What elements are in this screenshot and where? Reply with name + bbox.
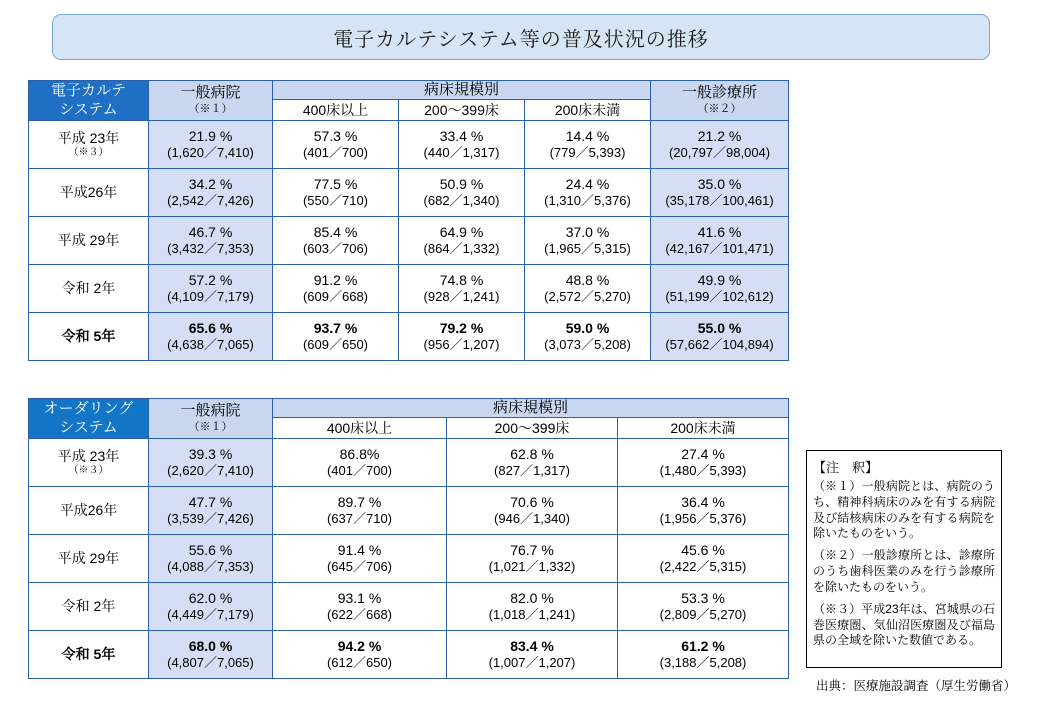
emr-cell-pct: 14.4 % bbox=[565, 127, 610, 144]
emr-row-year-note: （※３） bbox=[68, 146, 109, 158]
emr-row-year-label: 平成 29年 bbox=[57, 232, 120, 249]
emr-cell-frac: (3,432／7,353) bbox=[167, 241, 254, 257]
emr-cell-pct: 57.2 % bbox=[188, 271, 233, 288]
ordering-cell-bed-200-399 bbox=[447, 631, 618, 679]
ordering-cell-frac: (3,188／5,208) bbox=[659, 655, 747, 671]
emr-cell-pct: 21.9 % bbox=[188, 127, 233, 144]
emr-corner-header bbox=[29, 81, 149, 121]
ordering-row-year-label: 令和 2年 bbox=[61, 598, 116, 615]
emr-cell-pct: 74.8 % bbox=[439, 271, 484, 288]
ordering-cell-pct: 36.4 % bbox=[681, 493, 725, 510]
ordering-cell-frac: (4,088／7,353) bbox=[167, 559, 254, 575]
emr-cell-frac: (1,620／7,410) bbox=[167, 145, 254, 161]
emr-cell-frac: (3,073／5,208) bbox=[544, 337, 631, 353]
ordering-header-bed-400-plus: 400床以上 bbox=[273, 418, 447, 439]
emr-cell-pct: 46.7 % bbox=[188, 223, 233, 240]
table-row bbox=[29, 313, 789, 361]
ordering-cell-pct: 45.6 % bbox=[681, 541, 725, 558]
emr-cell-general-hospital bbox=[149, 121, 273, 169]
ordering-cell-pct: 86.8% bbox=[339, 445, 380, 462]
emr-cell-bed-200-399 bbox=[399, 169, 525, 217]
emr-cell-bed-200-399 bbox=[399, 121, 525, 169]
table-row bbox=[29, 217, 789, 265]
ordering-cell-bed-under-200 bbox=[618, 631, 789, 679]
emr-cell-frac: (1,965／5,315) bbox=[544, 241, 631, 257]
emr-cell-frac: (779／5,393) bbox=[549, 145, 626, 161]
table-row bbox=[29, 169, 789, 217]
notes-title: 【注 釈】 bbox=[813, 460, 879, 475]
emr-header-general-hospital-note: （※１） bbox=[188, 103, 233, 116]
emr-row-year-label: 平成 23年 bbox=[57, 130, 120, 147]
ordering-header-bed-200-399: 200〜399床 bbox=[447, 418, 618, 439]
emr-cell-frac: (51,199／102,612) bbox=[665, 289, 774, 305]
page-title-banner bbox=[52, 14, 990, 60]
ordering-cell-pct: 76.7 % bbox=[510, 541, 554, 558]
emr-cell-frac: (609／668) bbox=[302, 289, 369, 305]
emr-cell-pct: 65.6 % bbox=[188, 319, 233, 336]
emr-row-year bbox=[29, 265, 149, 313]
emr-cell-general-clinic bbox=[651, 265, 789, 313]
ordering-cell-frac: (4,807／7,065) bbox=[167, 655, 254, 671]
emr-cell-bed-400-plus bbox=[273, 313, 399, 361]
emr-cell-bed-200-399 bbox=[399, 313, 525, 361]
emr-cell-bed-400-plus bbox=[273, 169, 399, 217]
emr-cell-general-hospital bbox=[149, 217, 273, 265]
emr-cell-pct: 34.2 % bbox=[188, 175, 233, 192]
emr-cell-frac: (928／1,241) bbox=[423, 289, 500, 305]
emr-cell-bed-200-399 bbox=[399, 265, 525, 313]
emr-cell-frac: (401／700) bbox=[302, 145, 369, 161]
ordering-cell-bed-under-200 bbox=[618, 535, 789, 583]
ordering-cell-pct: 83.4 % bbox=[510, 637, 554, 654]
emr-header-bed-under-200: 200床未満 bbox=[525, 100, 651, 121]
emr-cell-pct: 64.9 % bbox=[439, 223, 484, 240]
ordering-cell-bed-400-plus bbox=[273, 583, 447, 631]
ordering-cell-bed-200-399 bbox=[447, 487, 618, 535]
ordering-row-year bbox=[29, 487, 149, 535]
emr-cell-pct: 77.5 % bbox=[313, 175, 358, 192]
emr-cell-general-clinic bbox=[651, 121, 789, 169]
emr-cell-pct: 21.2 % bbox=[697, 127, 742, 144]
ordering-cell-frac: (2,809／5,270) bbox=[659, 607, 747, 623]
ordering-cell-bed-400-plus bbox=[273, 631, 447, 679]
ordering-cell-bed-under-200 bbox=[618, 583, 789, 631]
emr-cell-pct: 49.9 % bbox=[697, 271, 742, 288]
emr-header-general-hospital-label: 一般病院 bbox=[180, 84, 241, 102]
emr-row-year bbox=[29, 169, 149, 217]
table-row bbox=[29, 535, 789, 583]
ordering-row-year-label: 平成26年 bbox=[59, 502, 118, 519]
ordering-cell-pct: 62.8 % bbox=[510, 445, 554, 462]
emr-cell-pct: 59.0 % bbox=[565, 319, 610, 336]
emr-corner-line1: 電子カルテ bbox=[50, 81, 126, 99]
emr-cell-bed-200-399 bbox=[399, 217, 525, 265]
emr-cell-bed-under-200 bbox=[525, 313, 651, 361]
emr-cell-frac: (864／1,332) bbox=[423, 241, 500, 257]
ordering-cell-pct: 39.3 % bbox=[188, 445, 233, 462]
ordering-cell-general-hospital bbox=[149, 535, 273, 583]
ordering-cell-pct: 70.6 % bbox=[510, 493, 554, 510]
ordering-cell-pct: 27.4 % bbox=[681, 445, 725, 462]
ordering-cell-frac: (622／668) bbox=[326, 607, 393, 623]
emr-cell-frac: (42,167／101,471) bbox=[665, 241, 774, 257]
emr-cell-general-clinic bbox=[651, 313, 789, 361]
emr-header-by-bed-size: 病床規模別 bbox=[273, 81, 651, 100]
emr-cell-bed-under-200 bbox=[525, 217, 651, 265]
ordering-cell-pct: 53.3 % bbox=[681, 589, 725, 606]
ordering-cell-frac: (1,021／1,332) bbox=[488, 559, 576, 575]
ordering-row-year-label: 令和 5年 bbox=[61, 646, 116, 663]
ordering-cell-frac: (3,539／7,426) bbox=[167, 511, 254, 527]
emr-cell-pct: 79.2 % bbox=[439, 319, 484, 336]
emr-cell-frac: (609／650) bbox=[302, 337, 369, 353]
ordering-cell-pct: 61.2 % bbox=[681, 637, 725, 654]
ordering-cell-frac: (1,956／5,376) bbox=[659, 511, 747, 527]
emr-cell-bed-400-plus bbox=[273, 265, 399, 313]
table-row bbox=[29, 583, 789, 631]
ordering-cell-bed-under-200 bbox=[618, 439, 789, 487]
ordering-cell-frac: (946／1,340) bbox=[494, 511, 570, 527]
ordering-cell-bed-under-200 bbox=[618, 487, 789, 535]
emr-row-year-label: 令和 5年 bbox=[61, 328, 116, 345]
table-row bbox=[29, 121, 789, 169]
emr-cell-general-clinic bbox=[651, 217, 789, 265]
emr-cell-pct: 24.4 % bbox=[565, 175, 610, 192]
ordering-header-bed-under-200: 200床未満 bbox=[618, 418, 789, 439]
ordering-cell-pct: 55.6 % bbox=[188, 541, 233, 558]
ordering-cell-pct: 93.1 % bbox=[337, 589, 382, 606]
ordering-table bbox=[28, 398, 789, 679]
note-item-1: （※１）一般病院とは、病院のうち、精神科病床のみを有する病院及び結核病床のみを有する病院を除いたものをいう。 bbox=[813, 479, 995, 541]
ordering-header-row-1 bbox=[29, 399, 789, 418]
ordering-cell-frac: (827／1,317) bbox=[494, 463, 570, 479]
emr-cell-frac: (20,797／98,004) bbox=[668, 145, 771, 161]
emr-cell-pct: 55.0 % bbox=[697, 319, 742, 336]
emr-cell-pct: 85.4 % bbox=[313, 223, 358, 240]
emr-cell-frac: (4,638／7,065) bbox=[167, 337, 254, 353]
ordering-cell-frac: (4,449／7,179) bbox=[167, 607, 254, 623]
ordering-cell-bed-200-399 bbox=[447, 439, 618, 487]
ordering-cell-bed-400-plus bbox=[273, 535, 447, 583]
ordering-row-year bbox=[29, 583, 149, 631]
emr-cell-pct: 37.0 % bbox=[565, 223, 610, 240]
ordering-corner-line1: オーダリング bbox=[43, 399, 134, 417]
ordering-cell-frac: (637／710) bbox=[326, 511, 393, 527]
ordering-cell-pct: 89.7 % bbox=[337, 493, 382, 510]
emr-cell-frac: (682／1,340) bbox=[423, 193, 500, 209]
emr-header-bed-200-399: 200〜399床 bbox=[399, 100, 525, 121]
ordering-header-general-hospital-note: （※１） bbox=[188, 421, 233, 434]
table-row bbox=[29, 439, 789, 487]
ordering-cell-frac: (2,422／5,315) bbox=[659, 559, 747, 575]
ordering-cell-pct: 82.0 % bbox=[510, 589, 554, 606]
emr-cell-frac: (956／1,207) bbox=[423, 337, 500, 353]
emr-row-year-label: 平成26年 bbox=[59, 184, 118, 201]
emr-header-general-clinic-label: 一般診療所 bbox=[682, 84, 758, 102]
emr-cell-general-clinic bbox=[651, 169, 789, 217]
ordering-corner-header bbox=[29, 399, 149, 439]
ordering-row-year-label: 平成 23年 bbox=[57, 448, 120, 465]
emr-cell-bed-400-plus bbox=[273, 217, 399, 265]
ordering-cell-general-hospital bbox=[149, 631, 273, 679]
ordering-cell-frac: (1,007／1,207) bbox=[488, 655, 576, 671]
emr-cell-bed-under-200 bbox=[525, 265, 651, 313]
emr-table bbox=[28, 80, 789, 361]
emr-header-bed-400-plus: 400床以上 bbox=[273, 100, 399, 121]
ordering-cell-frac: (612／650) bbox=[326, 655, 393, 671]
emr-cell-pct: 41.6 % bbox=[697, 223, 742, 240]
emr-cell-pct: 50.9 % bbox=[439, 175, 484, 192]
note-item-3: （※３）平成23年は、宮城県の石巻医療圏、気仙沼医療圏及び福島県の全域を除いた数値である。 bbox=[813, 601, 995, 648]
emr-cell-frac: (550／710) bbox=[302, 193, 369, 209]
ordering-header-general-hospital-label: 一般病院 bbox=[180, 402, 241, 420]
emr-cell-frac: (2,542／7,426) bbox=[167, 193, 254, 209]
emr-header-row-1 bbox=[29, 81, 789, 100]
notes-box bbox=[806, 450, 1002, 668]
emr-cell-frac: (440／1,317) bbox=[423, 145, 500, 161]
emr-cell-frac: (57,662／104,894) bbox=[665, 337, 774, 353]
ordering-cell-bed-200-399 bbox=[447, 535, 618, 583]
emr-cell-pct: 91.2 % bbox=[313, 271, 358, 288]
emr-cell-bed-under-200 bbox=[525, 169, 651, 217]
ordering-cell-frac: (401／700) bbox=[326, 463, 393, 479]
ordering-cell-pct: 94.2 % bbox=[337, 637, 382, 654]
emr-cell-pct: 33.4 % bbox=[439, 127, 484, 144]
emr-cell-pct: 48.8 % bbox=[565, 271, 610, 288]
table-row bbox=[29, 631, 789, 679]
emr-row-year bbox=[29, 217, 149, 265]
emr-cell-frac: (35,178／100,461) bbox=[665, 193, 774, 209]
ordering-cell-pct: 68.0 % bbox=[188, 637, 233, 654]
ordering-header-by-bed-size: 病床規模別 bbox=[273, 399, 789, 418]
ordering-cell-general-hospital bbox=[149, 487, 273, 535]
emr-row-year-label: 令和 2年 bbox=[61, 280, 116, 297]
ordering-cell-frac: (1,480／5,393) bbox=[659, 463, 747, 479]
page-title: 電子カルテシステム等の普及状況の推移 bbox=[333, 28, 709, 51]
emr-cell-frac: (4,109／7,179) bbox=[167, 289, 254, 305]
emr-cell-frac: (2,572／5,270) bbox=[544, 289, 631, 305]
emr-corner-line2: システム bbox=[59, 100, 118, 118]
ordering-cell-pct: 91.4 % bbox=[337, 541, 382, 558]
emr-cell-bed-under-200 bbox=[525, 121, 651, 169]
ordering-cell-pct: 62.0 % bbox=[188, 589, 233, 606]
ordering-cell-general-hospital bbox=[149, 439, 273, 487]
table-row bbox=[29, 487, 789, 535]
emr-cell-frac: (603／706) bbox=[302, 241, 369, 257]
emr-cell-frac: (1,310／5,376) bbox=[544, 193, 631, 209]
ordering-cell-pct: 47.7 % bbox=[188, 493, 233, 510]
emr-row-year bbox=[29, 313, 149, 361]
ordering-row-year-note: （※３） bbox=[68, 464, 109, 476]
table-row bbox=[29, 265, 789, 313]
emr-header-general-hospital bbox=[149, 81, 273, 121]
emr-header-general-clinic-note: （※２） bbox=[697, 103, 742, 116]
ordering-corner-line2: システム bbox=[59, 418, 118, 436]
emr-cell-general-hospital bbox=[149, 169, 273, 217]
emr-header-general-clinic bbox=[651, 81, 789, 121]
ordering-row-year-label: 平成 29年 bbox=[57, 550, 120, 567]
emr-cell-general-hospital bbox=[149, 265, 273, 313]
ordering-cell-bed-400-plus bbox=[273, 439, 447, 487]
emr-row-year bbox=[29, 121, 149, 169]
ordering-cell-frac: (645／706) bbox=[326, 559, 393, 575]
ordering-header-general-hospital bbox=[149, 399, 273, 439]
ordering-cell-bed-400-plus bbox=[273, 487, 447, 535]
ordering-cell-frac: (1,018／1,241) bbox=[488, 607, 576, 623]
emr-cell-general-hospital bbox=[149, 313, 273, 361]
emr-cell-bed-400-plus bbox=[273, 121, 399, 169]
emr-cell-pct: 57.3 % bbox=[313, 127, 358, 144]
ordering-row-year bbox=[29, 631, 149, 679]
source-line: 出典：医療施設調査（厚生労働省） bbox=[815, 679, 1016, 693]
note-item-2: （※２）一般診療所とは、診療所のうち歯科医業のみを行う診療所を除いたものをいう。 bbox=[813, 548, 995, 594]
emr-cell-pct: 93.7 % bbox=[313, 319, 358, 336]
ordering-row-year bbox=[29, 439, 149, 487]
ordering-cell-general-hospital bbox=[149, 583, 273, 631]
ordering-row-year bbox=[29, 535, 149, 583]
emr-cell-pct: 35.0 % bbox=[697, 175, 742, 192]
ordering-cell-frac: (2,620／7,410) bbox=[167, 463, 254, 479]
ordering-cell-bed-200-399 bbox=[447, 583, 618, 631]
